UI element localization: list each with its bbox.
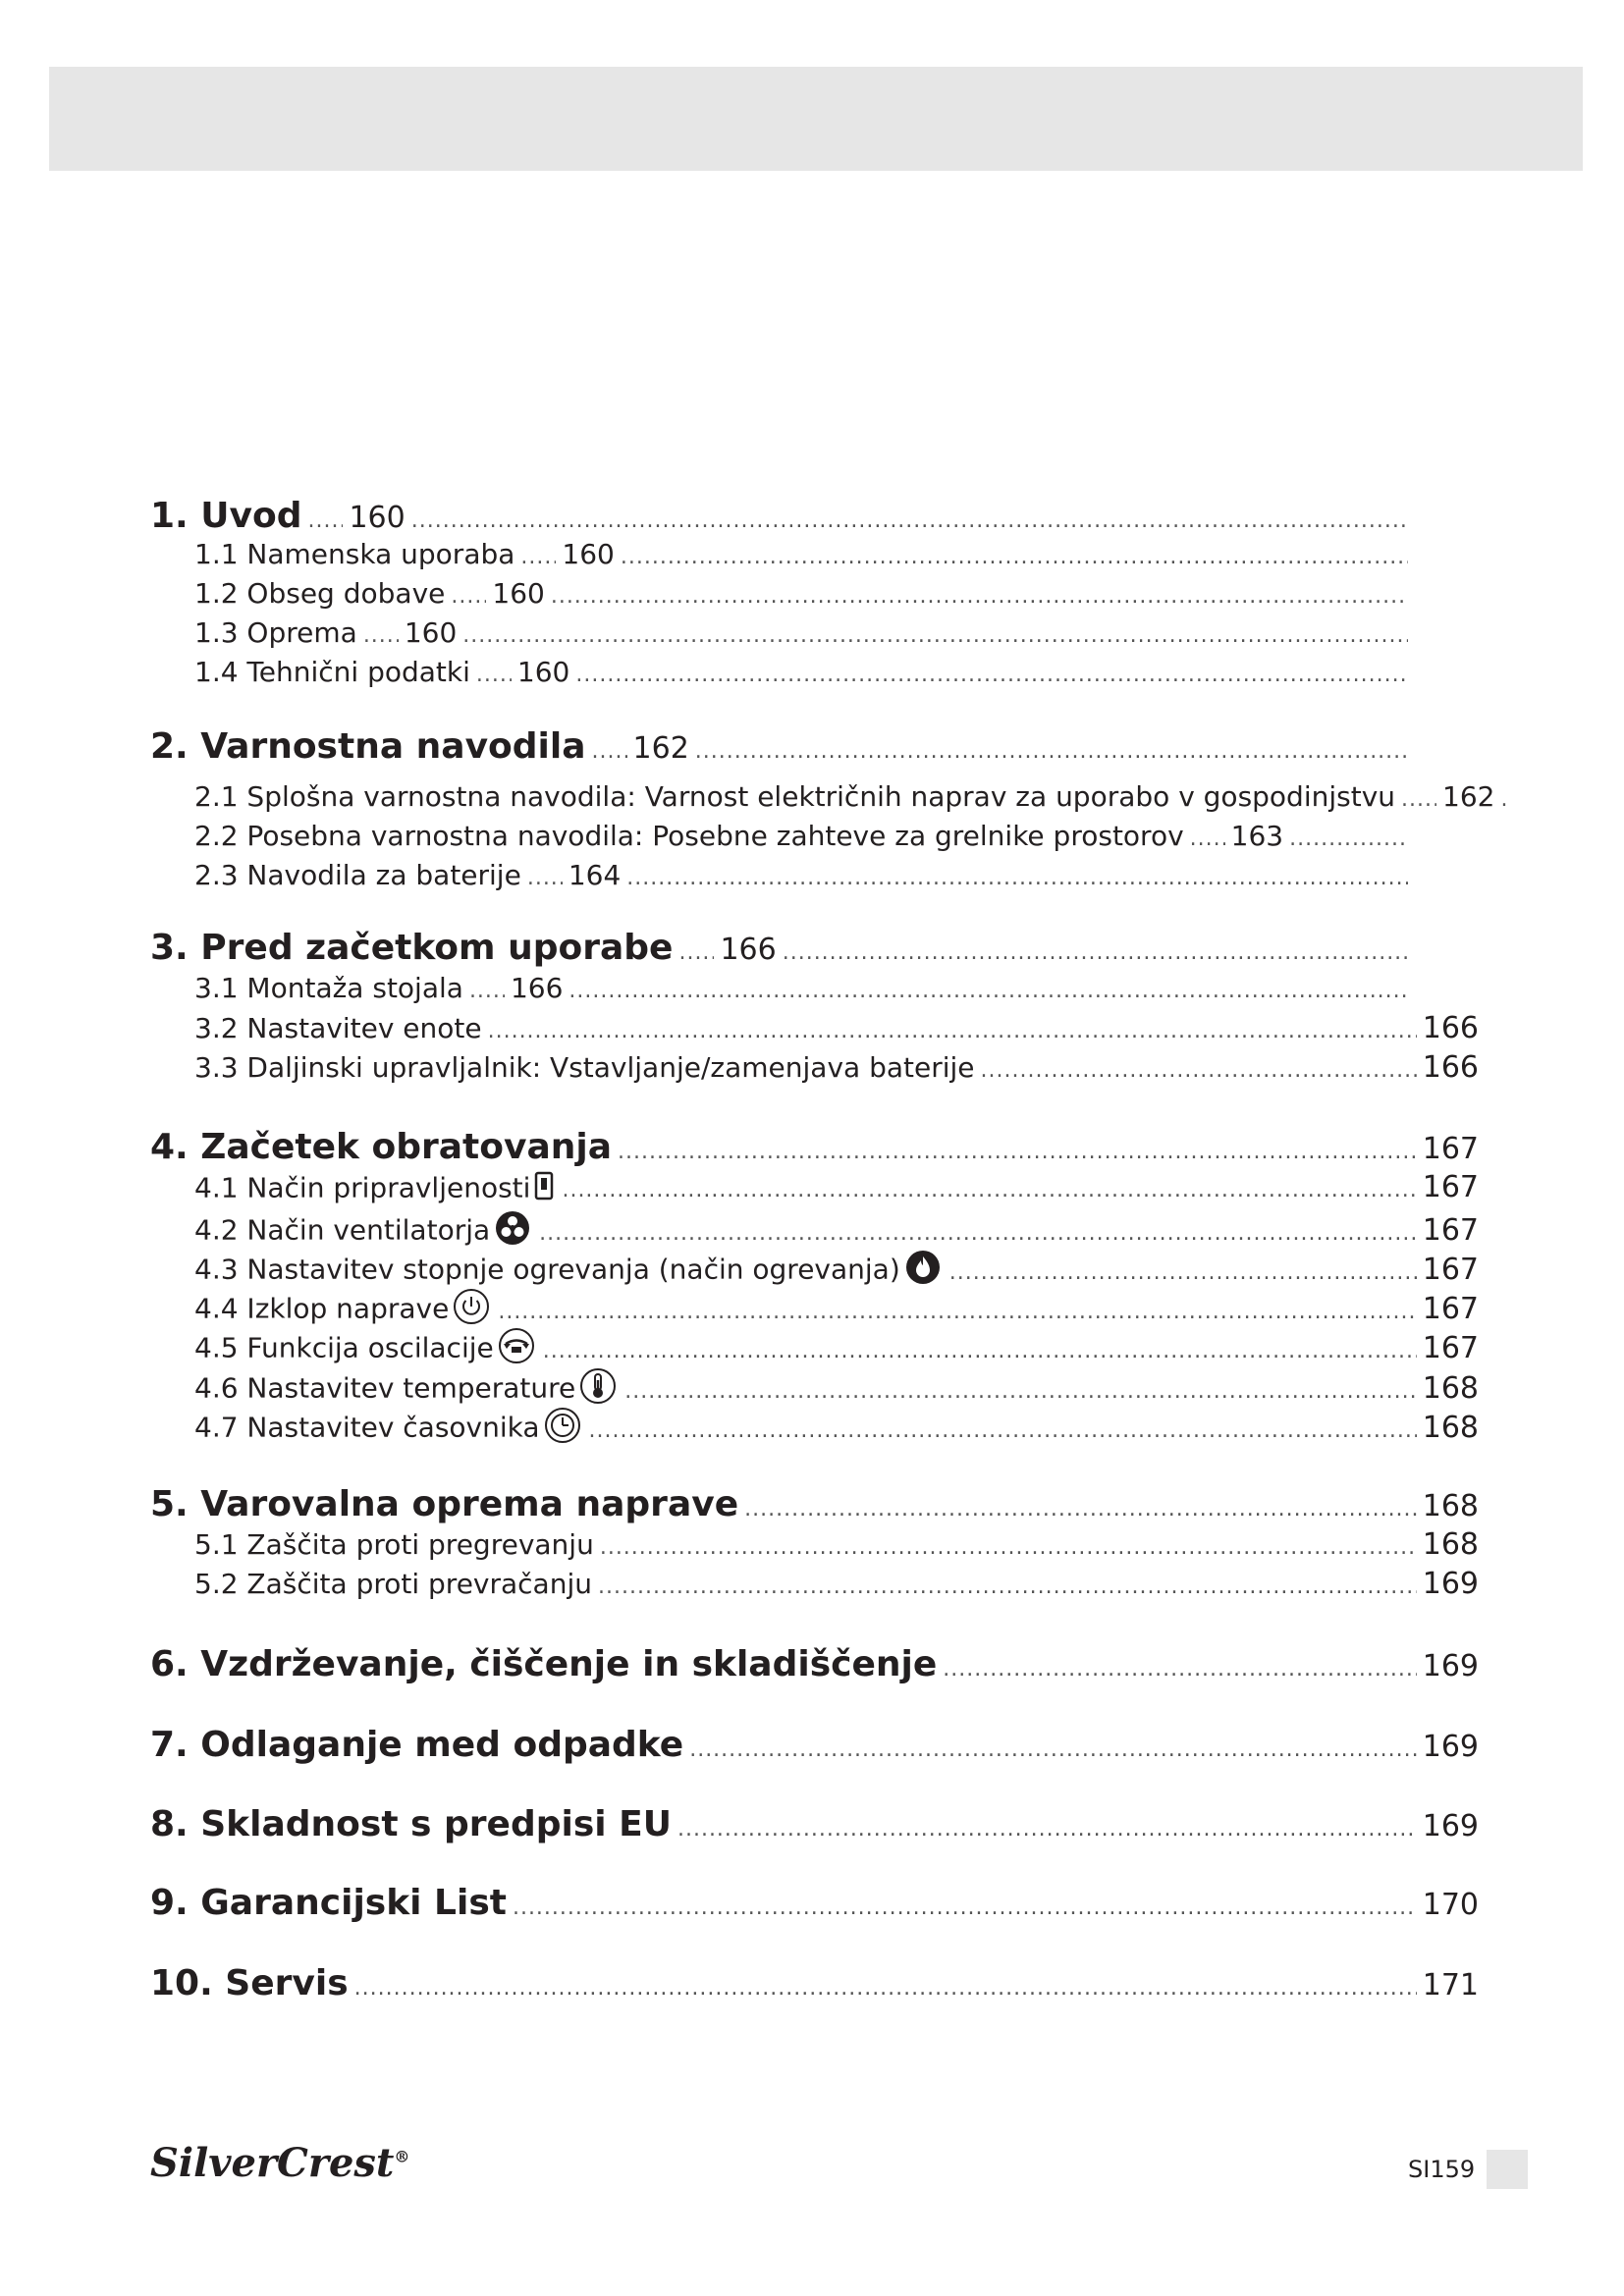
toc-label bbox=[194, 780, 1395, 813]
toc-page-number: 167 bbox=[1422, 1252, 1479, 1287]
toc-label bbox=[194, 859, 521, 891]
toc-leader-dots bbox=[520, 545, 556, 569]
toc-leader-dots bbox=[575, 663, 1408, 687]
toc-label-text: 5.1 Zaščita proti pregrevanju bbox=[194, 1528, 594, 1561]
fan-icon bbox=[494, 1209, 531, 1254]
toc-subsection-row bbox=[194, 1327, 1479, 1371]
toc-subsection-row bbox=[194, 577, 1414, 610]
toc-leader-dots bbox=[363, 623, 399, 648]
toc-page-number: 169 bbox=[1422, 1649, 1479, 1683]
toc-leader-dots bbox=[783, 940, 1408, 965]
toc-leader-dots bbox=[949, 1260, 1417, 1285]
page-code: SI159 bbox=[1408, 2156, 1476, 2183]
toc-label-text: 4.6 Nastavitev temperature bbox=[194, 1371, 576, 1405]
toc-subsection-row bbox=[194, 538, 1414, 570]
toc-inline-page-number: 166 bbox=[510, 972, 564, 1004]
toc-label bbox=[194, 1171, 556, 1207]
toc-label-text: 3.1 Montaža stojala bbox=[194, 972, 463, 1004]
toc-subsection-row bbox=[194, 1367, 1479, 1412]
toc-leader-dots bbox=[695, 739, 1408, 764]
toc-page-number: 167 bbox=[1422, 1330, 1479, 1365]
brand-registered-mark: ® bbox=[394, 2147, 410, 2166]
toc-leader-dots bbox=[626, 866, 1408, 890]
toc-leader-dots bbox=[592, 739, 627, 764]
toc-leader-dots bbox=[744, 1497, 1417, 1522]
toc-leader-dots bbox=[943, 1657, 1416, 1682]
toc-label bbox=[194, 1407, 583, 1451]
brand-name: SilverCrest bbox=[150, 2140, 395, 2186]
toc-leader-dots bbox=[689, 1737, 1417, 1762]
toc-subsection-row bbox=[194, 820, 1414, 852]
toc-label-text: 1.2 Obseg dobave bbox=[194, 577, 446, 610]
toc-label-text: 4.1 Način pripravljenosti bbox=[194, 1171, 531, 1203]
toc-label-text: 4.3 Nastavitev stopnje ogrevanja (način ogrevanja) bbox=[194, 1253, 900, 1286]
toc-label bbox=[194, 820, 1184, 852]
toc-label bbox=[150, 1644, 937, 1684]
toc-label bbox=[194, 1568, 592, 1600]
toc-subsection-row bbox=[194, 1249, 1479, 1293]
toc-label-text: 1.4 Tehnični podatki bbox=[194, 656, 470, 688]
timer-icon bbox=[544, 1407, 581, 1451]
toc-leader-dots bbox=[621, 545, 1408, 569]
toc-page-number: 166 bbox=[1422, 1011, 1479, 1045]
toc-label bbox=[194, 616, 357, 649]
toc-label bbox=[194, 1367, 619, 1412]
oscillation-icon bbox=[498, 1327, 535, 1371]
thermometer-icon bbox=[579, 1367, 617, 1412]
toc-label-text: 3. Pred začetkom uporabe bbox=[150, 928, 674, 968]
toc-page-number: 170 bbox=[1422, 1888, 1479, 1922]
toc-label bbox=[194, 577, 445, 610]
toc-label-text: 9. Garancijski List bbox=[150, 1883, 507, 1923]
flame-icon bbox=[904, 1249, 942, 1293]
toc-section-row bbox=[150, 1883, 1479, 1923]
toc-label bbox=[194, 1288, 492, 1332]
toc-label-text: 3.2 Nastavitev enote bbox=[194, 1012, 482, 1044]
toc-label-text: 2.3 Navodila za baterije bbox=[194, 859, 521, 891]
toc-label-text: 8. Skladnost s predpisi EU bbox=[150, 1804, 672, 1844]
toc-leader-dots bbox=[589, 1418, 1417, 1443]
toc-leader-dots bbox=[476, 663, 512, 687]
toc-page-number: 171 bbox=[1422, 1968, 1479, 2002]
toc-section-row bbox=[150, 1127, 1479, 1167]
toc-label bbox=[194, 1209, 533, 1254]
toc-subsection-row bbox=[194, 1407, 1479, 1451]
toc-leader-dots bbox=[1500, 787, 1510, 812]
toc-page-number: 167 bbox=[1422, 1132, 1479, 1166]
toc-leader-dots bbox=[1401, 787, 1436, 812]
toc-label-text: 3.3 Daljinski upravljalnik: Vstavljanje/zamenjava baterije bbox=[194, 1051, 975, 1084]
toc-inline-page-number: 164 bbox=[568, 859, 622, 891]
toc-leader-dots bbox=[618, 1140, 1417, 1164]
toc-subsection-row bbox=[194, 1170, 1479, 1207]
toc-leader-dots bbox=[498, 1300, 1416, 1324]
toc-subsection-row bbox=[194, 1288, 1479, 1332]
toc-label-text: 5.2 Zaščita proti prevračanju bbox=[194, 1568, 592, 1600]
toc-inline-page-number: 166 bbox=[720, 933, 777, 967]
toc-subsection-row bbox=[194, 780, 1495, 813]
toc-section-row bbox=[150, 496, 1414, 536]
toc-section-row bbox=[150, 1644, 1479, 1684]
toc-label-text: 2.2 Posebna varnostna navodila: Posebne zahteve za grelnike prostorov bbox=[194, 820, 1184, 852]
toc-page-number: 169 bbox=[1422, 1809, 1479, 1843]
toc-subsection-row bbox=[194, 1050, 1479, 1085]
toc-label-text: 5. Varovalna oprema naprave bbox=[150, 1484, 739, 1524]
toc-section-row bbox=[150, 1725, 1479, 1765]
toc-inline-page-number: 160 bbox=[492, 577, 545, 610]
toc-label bbox=[194, 538, 514, 570]
toc-label bbox=[194, 1528, 594, 1561]
toc-inline-page-number: 160 bbox=[349, 501, 406, 535]
toc-leader-dots bbox=[513, 1896, 1417, 1920]
toc-subsection-row bbox=[194, 656, 1414, 688]
toc-subsection-row bbox=[194, 1527, 1479, 1562]
toc-subsection-row bbox=[194, 616, 1414, 649]
toc-leader-dots bbox=[1190, 827, 1225, 851]
toc-label bbox=[150, 1963, 349, 2003]
page-number-box bbox=[1487, 2150, 1528, 2189]
toc-leader-dots bbox=[677, 1817, 1417, 1842]
toc-subsection-row bbox=[194, 859, 1414, 891]
toc-leader-dots bbox=[527, 866, 563, 890]
toc-label-text: 1.1 Namenska uporaba bbox=[194, 538, 515, 570]
toc-label-text: 4.2 Način ventilatorja bbox=[194, 1213, 491, 1247]
toc-inline-page-number: 160 bbox=[404, 616, 458, 649]
toc-leader-dots bbox=[562, 1178, 1416, 1202]
toc-leader-dots bbox=[981, 1058, 1417, 1083]
standby-icon bbox=[534, 1171, 554, 1207]
toc-label bbox=[150, 1127, 612, 1167]
power-icon bbox=[453, 1288, 490, 1332]
toc-leader-dots bbox=[551, 584, 1408, 609]
toc-label bbox=[150, 1484, 738, 1524]
toc-label-text: 4.7 Nastavitev časovnika bbox=[194, 1411, 540, 1444]
toc-page-number: 168 bbox=[1422, 1370, 1479, 1406]
toc-page-number: 167 bbox=[1422, 1170, 1479, 1204]
toc-label bbox=[194, 1249, 944, 1293]
toc-page-number: 169 bbox=[1422, 1730, 1479, 1764]
toc-inline-page-number: 163 bbox=[1230, 820, 1284, 852]
toc-label bbox=[150, 726, 586, 767]
toc-page-number: 168 bbox=[1422, 1410, 1479, 1445]
brand-logo bbox=[150, 2140, 409, 2186]
toc-page-number: 167 bbox=[1422, 1212, 1479, 1248]
toc-label-text: 2. Varnostna navodila bbox=[150, 726, 586, 767]
toc-page-number: 168 bbox=[1422, 1489, 1479, 1523]
toc-leader-dots bbox=[307, 508, 343, 533]
toc-label bbox=[150, 1804, 672, 1844]
toc-section-row bbox=[150, 1804, 1479, 1844]
toc-leader-dots bbox=[462, 623, 1408, 648]
toc-label bbox=[150, 928, 673, 968]
toc-inline-page-number: 162 bbox=[632, 731, 689, 766]
toc-page-number: 168 bbox=[1422, 1527, 1479, 1562]
toc-label-text: 6. Vzdrževanje, čiščenje in skladiščenje bbox=[150, 1644, 938, 1684]
toc-inline-page-number: 160 bbox=[516, 656, 570, 688]
toc-label-text: 4. Začetek obratovanja bbox=[150, 1127, 613, 1167]
toc-label bbox=[194, 656, 470, 688]
toc-inline-page-number: 162 bbox=[1442, 780, 1495, 813]
toc-label-text: 1.3 Oprema bbox=[194, 616, 357, 649]
toc-label bbox=[150, 1883, 507, 1923]
toc-leader-dots bbox=[568, 979, 1408, 1003]
toc-subsection-row bbox=[194, 1567, 1479, 1601]
toc-leader-dots bbox=[488, 1019, 1417, 1043]
toc-page-number: 169 bbox=[1422, 1567, 1479, 1601]
toc-label bbox=[150, 1725, 683, 1765]
toc-label bbox=[194, 1012, 482, 1044]
toc-section-row bbox=[150, 1484, 1479, 1524]
toc-leader-dots bbox=[624, 1379, 1416, 1404]
toc-leader-dots bbox=[469, 979, 505, 1003]
toc-label-text: 7. Odlaganje med odpadke bbox=[150, 1725, 684, 1765]
toc-subsection-row bbox=[194, 972, 1414, 1004]
toc-leader-dots bbox=[539, 1221, 1417, 1246]
toc-section-row bbox=[150, 1963, 1479, 2003]
toc-leader-dots bbox=[543, 1339, 1417, 1363]
toc-leader-dots bbox=[598, 1575, 1417, 1599]
toc-leader-dots bbox=[451, 584, 486, 609]
toc-label-text: 4.5 Funkcija oscilacije bbox=[194, 1331, 494, 1364]
toc-section-row bbox=[150, 928, 1414, 968]
toc-subsection-row bbox=[194, 1011, 1479, 1045]
toc-label-text: 1. Uvod bbox=[150, 496, 302, 536]
toc-label-text: 10. Servis bbox=[150, 1963, 349, 2003]
toc-inline-page-number: 160 bbox=[562, 538, 615, 570]
toc-label bbox=[194, 1327, 537, 1371]
toc-section-row bbox=[150, 726, 1414, 767]
toc-leader-dots bbox=[678, 940, 714, 965]
toc-leader-dots bbox=[411, 508, 1408, 533]
toc-label bbox=[194, 972, 463, 1004]
toc-subsection-row bbox=[194, 1209, 1479, 1254]
toc-label bbox=[150, 496, 301, 536]
toc-label bbox=[194, 1051, 975, 1084]
toc-leader-dots bbox=[1289, 827, 1408, 851]
toc-label-text: 4.4 Izklop naprave bbox=[194, 1292, 450, 1325]
toc-label-text: 2.1 Splošna varnostna navodila: Varnost električnih naprav za uporabo v gospodinjstvu bbox=[194, 780, 1396, 813]
toc-page-number: 167 bbox=[1422, 1291, 1479, 1326]
toc-page-number: 166 bbox=[1422, 1050, 1479, 1085]
toc-leader-dots bbox=[354, 1976, 1417, 2001]
toc-leader-dots bbox=[600, 1535, 1417, 1560]
